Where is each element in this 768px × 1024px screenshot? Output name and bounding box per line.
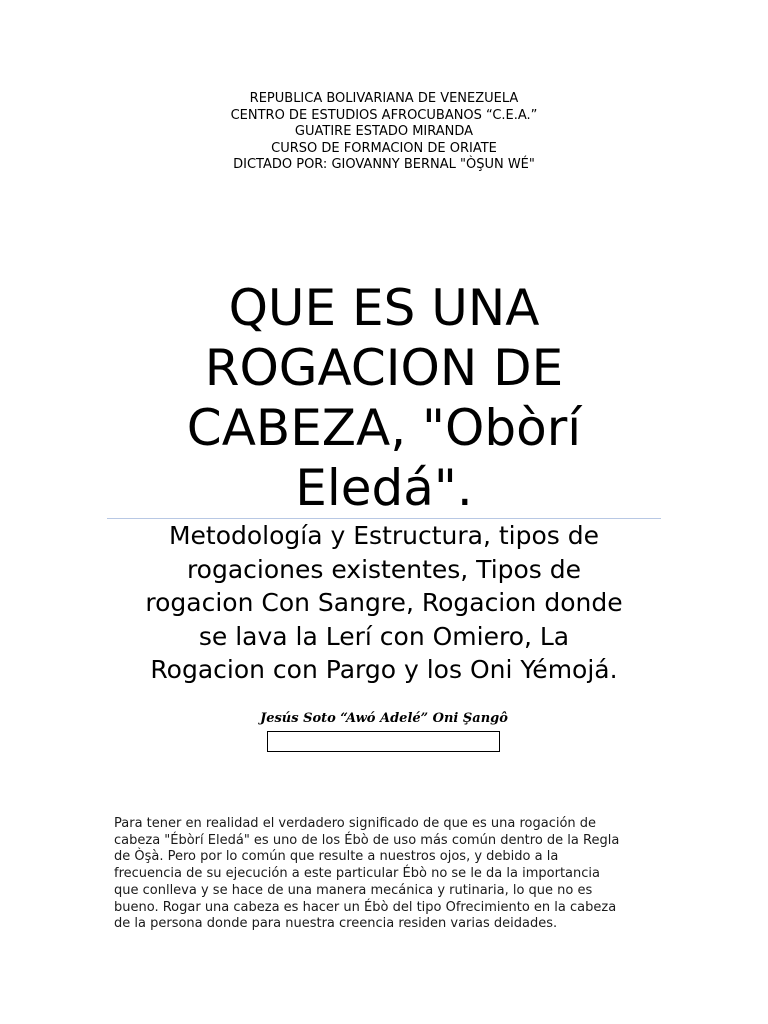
document-subtitle [100, 519, 668, 687]
header-line-location: GUATIRE ESTADO MIRANDA [294, 124, 474, 139]
subtitle-line: rogacion Con Sangre, Rogacion donde [145, 588, 623, 617]
title-line: CABEZA, "Obòrí [186, 399, 582, 457]
document-title [100, 278, 668, 518]
body-line: cabeza "Ébòrí Eledá" es uno de los Ébò de uso más común dentro de la Regla [114, 832, 620, 848]
body-line: de Òşà. Pero por lo común que resulte a nuestros ojos, y debido a la [114, 849, 559, 865]
body-line: bueno. Rogar una cabeza es hacer un Ébò del tipo Ofrecimiento en la cabeza [114, 899, 617, 915]
title-line: ROGACION DE [204, 339, 564, 397]
body-paragraph [114, 816, 660, 933]
body-line: Para tener en realidad el verdadero significado de que es una rogación de [114, 816, 597, 831]
subtitle-line: Metodología y Estructura, tipos de [168, 521, 600, 550]
title-line: Eledá". [295, 459, 473, 517]
subtitle-line: rogaciones existentes, Tipos de [186, 554, 582, 584]
body-line: frecuencia de su ejecución a este particular Ébò no se le da la importancia [114, 866, 600, 882]
subtitle-line: se lava la Lerí con Omiero, La [198, 621, 570, 651]
subtitle-line: Rogacion con Pargo y los Oni Yémojá. [150, 655, 618, 684]
header-line-center: CENTRO DE ESTUDIOS AFROCUBANOS “C.E.A.” [230, 107, 538, 123]
institution-header [0, 91, 768, 174]
author-name: Jesús Soto “Awó Adelé” Oni Şangô [260, 711, 508, 726]
header-line-country: REPUBLICA BOLIVARIANA DE VENEZUELA [249, 91, 519, 106]
header-line-course: CURSO DE FORMACION DE ORIATE [271, 140, 497, 156]
body-line: de la persona donde para nuestra creencia residen varias deidades. [114, 916, 558, 932]
author-text-box [267, 731, 500, 752]
title-line: QUE ES UNA [228, 279, 540, 337]
header-line-instructor: DICTADO POR: GIOVANNY BERNAL "ÒŞUN WÉ" [233, 157, 535, 172]
body-line: que conlleva y se hace de una manera mecánica y rutinaria, lo que no es [114, 882, 593, 898]
